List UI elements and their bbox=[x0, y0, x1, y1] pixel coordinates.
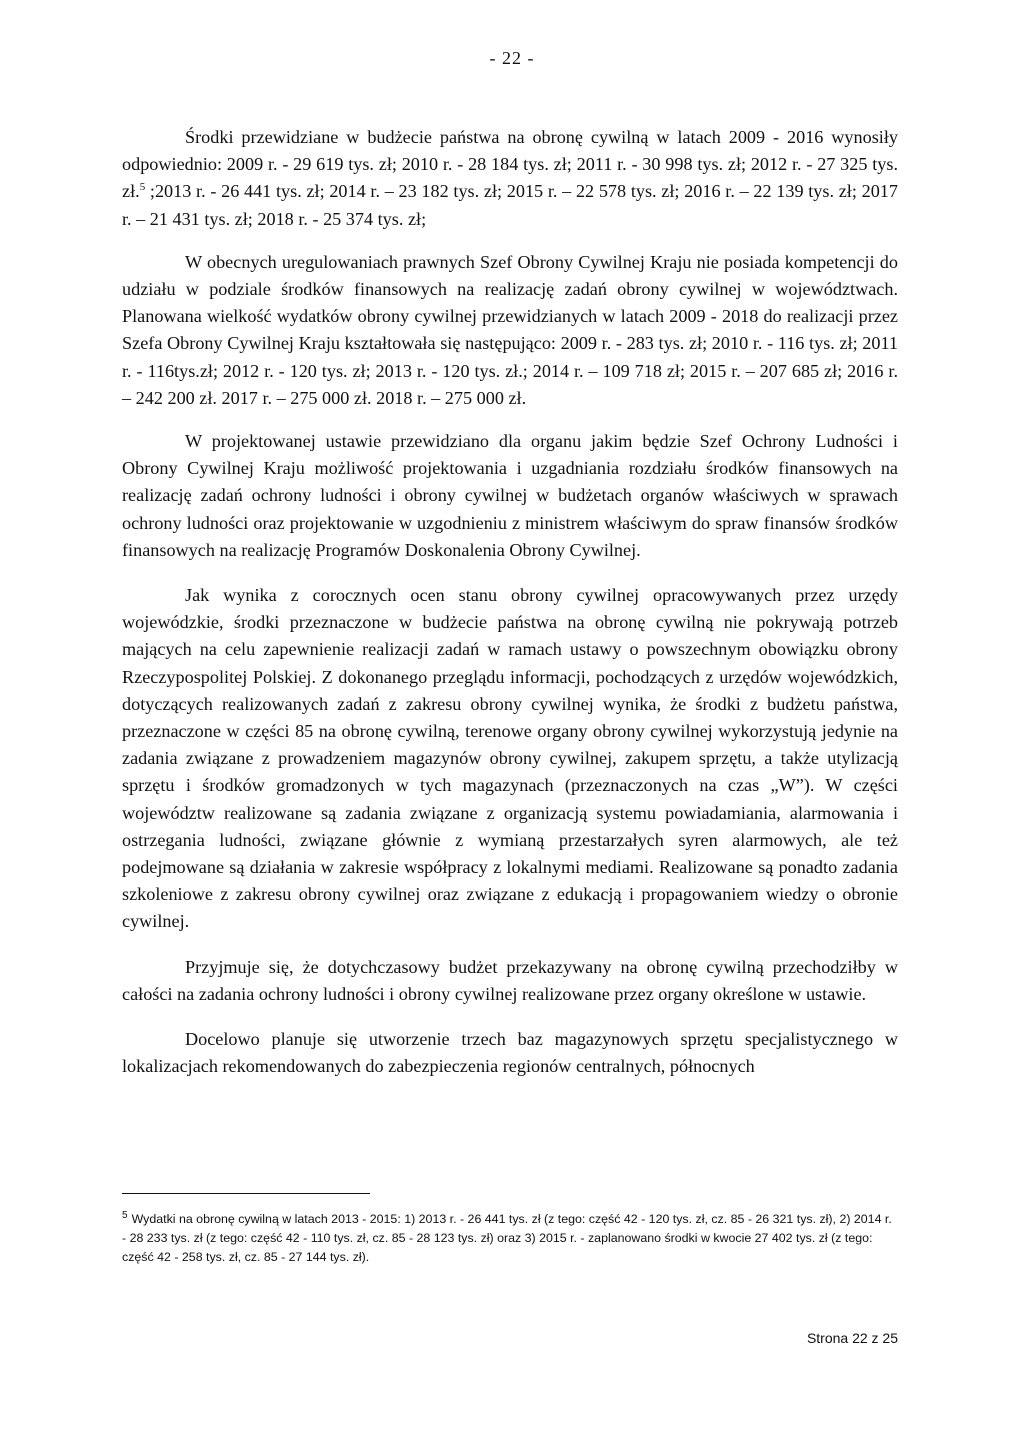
paragraph-planned-expenditure: W obecnych uregulowaniach prawnych Szef Obrony Cywilnej Kraju nie posiada kompetencji do udziału w podziale środków finansowych na realizację zadań obrony cywilnej w województwach. Planowana wielkość wydatków obrony cywilnej przewidzianych w latach 2009 - 2018 do realizacji przez Szefa Obrony Cywilnej Kraju kształtowała się następująco: 2009 r. - 283 tys. zł; 2010 r. - 116 tys. zł; 2011 r. - 116tys.zł; 2012 r. - 120 tys. zł; 2013 r. - 120 tys. zł.; 2014 r. – 109 718 zł; 2015 r. – 207 685 zł; 2016 r. – 242 200 zł. 2017 r. – 275 000 zł. 2018 r. – 275 000 zł. bbox=[122, 251, 898, 408]
paragraph-budget-history bbox=[122, 124, 898, 233]
paragraph-budget-transfer: Przyjmuje się, że dotychczasowy budżet przekazywany na obronę cywilną przechodziłby w całości na zadania ochrony ludności i obrony cywilnej realizowane przez organy określone w ustawie. bbox=[122, 956, 898, 1004]
footnote-mark: 5 bbox=[122, 1209, 128, 1221]
paragraph-draft-law: W projektowanej ustawie przewidziano dla organu jakim będzie Szef Ochrony Ludności i Obrony Cywilnej Kraju możliwość projektowania i uzgadniania rozdziału środków finansowych na realizację zadań ochrony ludności i obrony cywilnej w budżetach organów właściwych w sprawach ochrony ludności oraz projektowanie w uzgodnieniu z ministrem właściwym do spraw finansów środków finansowych na realizację Programów Doskonalenia Obrony Cywilnej. bbox=[122, 431, 898, 560]
paragraph-warehouse-bases: Docelowo planuje się utworzenie trzech baz magazynowych sprzętu specjalistycznego w lokalizacjach rekomendowanych do zabezpieczenia regionów centralnych, północnych bbox=[122, 1029, 898, 1077]
footnote-separator bbox=[122, 1193, 370, 1194]
footnote-text: Wydatki na obronę cywilną w latach 2013 - 2015: 1) 2013 r. - 26 441 tys. zł (z tego: część 42 - 120 tys. zł, cz. 85 - 26 321 tys. zł), 2) 2014 r. - 28 233 tys. zł (z tego: część 42 - 110 tys. zł, cz. 85 - 28 123 tys. zł) oraz 3) 2015 r. - zaplanowano środki w kwocie 27 402 tys. zł (z tego: część 42 - 258 tys. zł, cz. 85 - 27 144 tys. zł). bbox=[122, 1212, 892, 1264]
paragraph-text: Środki przewidziane w budżecie państwa na obronę cywilną w latach 2009 - 2016 wynosiły odpowiednio: 2009 r. - 29 619 tys. zł; 2010 r. - 28 184 tys. zł; 2011 r. - 30 998 tys. zł; 2012 r. - 27 325 tys. zł. bbox=[122, 127, 898, 202]
page-number: - 22 - bbox=[489, 48, 535, 68]
page-footer: Strona 22 z 25 bbox=[806, 1330, 898, 1346]
footnote bbox=[122, 1210, 898, 1267]
paragraph-text: ;2013 r. - 26 441 tys. zł; 2014 r. – 23 182 tys. zł; 2015 r. – 22 578 tys. zł; 2016 r. – 22 139 tys. zł; 2017 r. – 21 431 tys. zł; 2018 r. - 25 374 tys. zł; bbox=[122, 181, 898, 229]
document-body bbox=[122, 124, 898, 1081]
footnote-reference: 5 bbox=[139, 181, 146, 194]
paragraph-annual-assessments: Jak wynika z corocznych ocen stanu obrony cywilnej opracowywanych przez urzędy wojewódzkie, środki przeznaczone w budżecie państwa na obronę cywilną nie pokrywają potrzeb mających na celu zapewnienie realizacji zadań w ramach ustawy o powszechnym obowiązku obrony Rzeczypospolitej Polskiej. Z dokonanego przeglądu informacji, pochodzących z urzędów wojewódzkich, dotyczących realizowanych zadań z zakresu obrony cywilnej wynika, że środki z budżetu państwa, przeznaczone w części 85 na obronę cywilną, terenowe organy obrony cywilnej wykorzystują jedynie na zadania związane z prowadzeniem magazynów obrony cywilnej, zakupem sprzętu, a także utylizacją sprzętu i środków gromadzonych w tych magazynach (przeznaczonych na czas „W”). W części województw realizowane są zadania związane z organizacją systemu powiadamiania, alarmowania i ostrzegania ludności, związane głównie z wymianą przestarzałych syren alarmowych, ale też podejmowane są działania w zakresie współpracy z lokalnymi mediami. Realizowane są ponadto zadania szkoleniowe z zakresu obrony cywilnej oraz związane z edukacją i propagowaniem wiedzy o obronie cywilnej. bbox=[122, 585, 898, 932]
